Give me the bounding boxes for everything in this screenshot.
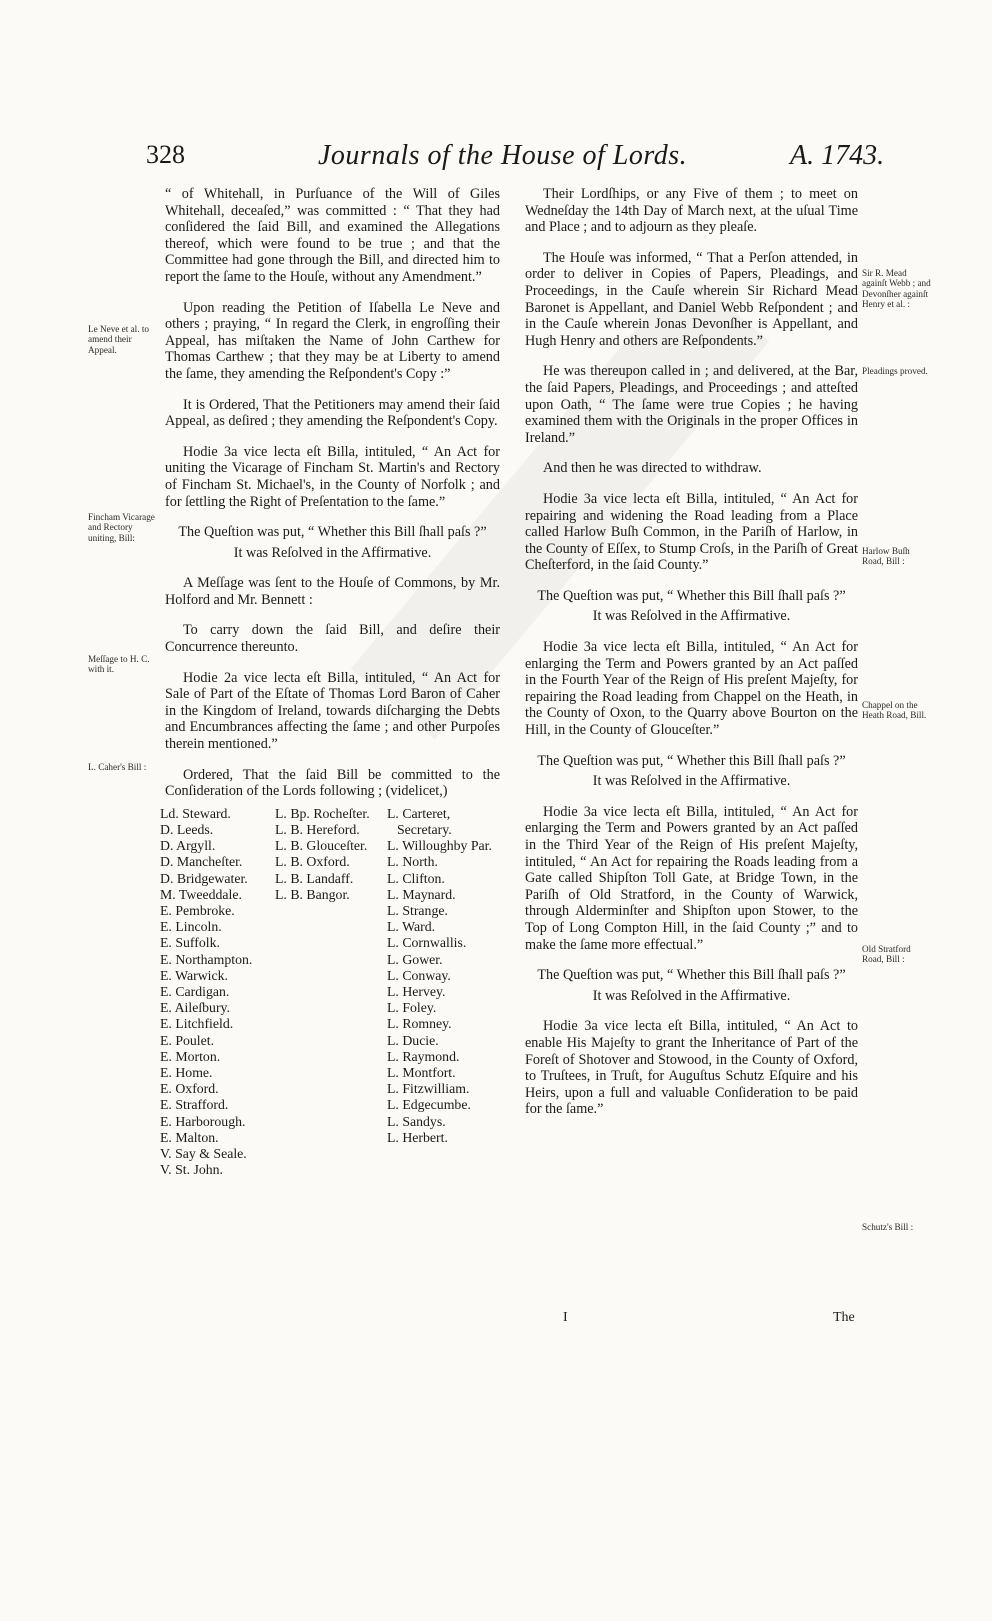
lord-name: E. Morton. — [160, 1048, 221, 1064]
lord-name: L. Bp. Rocheſter. — [275, 805, 370, 821]
lord-name: V. Say & Seale. — [160, 1146, 247, 1162]
lord-name: M. Tweeddale. — [160, 886, 242, 902]
paragraph: It was Reſolved in the Affirmative. — [592, 608, 791, 625]
lord-name: L. North. — [387, 854, 438, 870]
lord-name: L. Romney. — [387, 1016, 452, 1032]
lord-name: L. Maynard. — [387, 886, 456, 902]
left-column — [160, 186, 500, 1178]
signature-mark: I — [563, 1310, 568, 1325]
paragraph: Hodie 2a vice lecta eſt Billa, intituled, “ An Act for Sale of Part of the Eſtate of Thomas Lord Baron of Caher in the Kingdom of Ireland, towards diſcharging the Debts and Encumbrances affecting the ſame ; and other Purpoſes therein mentioned.” — [165, 669, 500, 753]
lord-name: L. Ward. — [387, 919, 436, 935]
lord-name: L. Cornwallis. — [387, 935, 467, 951]
paragraph: Hodie 3a vice lecta eſt Billa, intituled, “ An Act for repairing and widening the Road leading from a Place called Harlow Buſh Common, in the Pariſh of Harlow, in the County of Eſſex, to Stump Croſs, in the Pariſh of Great Cheſterford, in the ſaid County.” — [525, 490, 858, 574]
lord-name: L. B. Hereford. — [275, 822, 360, 838]
paragraph: The Queſtion was put, “ Whether this Bill ſhall paſs ?” — [178, 524, 487, 541]
paragraph: A Meſſage was ſent to the Houſe of Commons, by Mr. Holford and Mr. Bennett : — [165, 575, 500, 608]
lord-name: L. B. Landaff. — [275, 870, 354, 886]
lord-name: L. B. Oxford. — [275, 854, 350, 870]
margin-note-caher: L. Caher's Bill : — [88, 762, 147, 772]
lord-name: L. Sandys. — [387, 1113, 446, 1129]
lord-name: E. Oxford. — [160, 1081, 219, 1097]
paragraph: It was Reſolved in the Affirmative. — [592, 987, 791, 1004]
lord-name: V. St. John. — [160, 1162, 224, 1178]
margin-note-schutz: Schutz's Bill : — [862, 1222, 914, 1232]
lords-list — [160, 805, 500, 1178]
lord-name: E. Lincoln. — [160, 919, 222, 935]
paragraph: To carry down the ſaid Bill, and deſire their Concurrence thereunto. — [165, 622, 500, 656]
lord-name: E. Home. — [160, 1065, 213, 1081]
lord-name: Ld. Steward. — [160, 805, 231, 821]
lord-name: D. Mancheſter. — [160, 854, 243, 870]
year: A. 1743. — [790, 140, 885, 171]
lord-name: D. Leeds. — [160, 822, 214, 838]
lord-name: D. Bridgewater. — [160, 870, 248, 886]
lord-name: E. Cardigan. — [160, 984, 230, 1000]
lord-name: L. B. Bangor. — [275, 886, 350, 902]
lord-name: L. Carteret, — [387, 805, 451, 821]
lords-column-2 — [275, 806, 370, 903]
margin-note-le-neve: Le Neve et al. to amend their Appeal. — [88, 324, 149, 355]
lord-name: L. Fitzwilliam. — [387, 1081, 470, 1097]
paragraph: Hodie 3a vice lecta eſt Billa, intituled, “ An Act for enlarging the Term and Powers granted by an Act paſſed in the Third Year of the Reign of His preſent Majeſty, intituled, “ An Act for repairing the Roads leading from a Gate called Shipſton Toll Gate, at Bridge Town, in the Pariſh of Old Stratford, in the County of Warwick, through Alderminſter and Shipſton upon Stower, to the Top of Long Compton Hill, in the ſaid County ;” and to make the ſame more effectual.” — [525, 803, 858, 953]
lord-name: E. Aileſbury. — [160, 1000, 230, 1016]
lord-name: E. Strafford. — [160, 1097, 229, 1113]
margin-note-harlow: Harlow Buſh Road, Bill : — [862, 546, 910, 567]
lord-name: L. Conway. — [387, 967, 451, 983]
paragraph: And then he was directed to withdraw. — [543, 460, 762, 477]
lord-name: E. Malton. — [160, 1129, 219, 1145]
lord-name: L. Strange. — [387, 903, 448, 919]
paragraph: The Queſtion was put, “ Whether this Bill ſhall paſs ?” — [537, 587, 846, 604]
lord-name: E. Pembroke. — [160, 903, 235, 919]
paragraph: It was Reſolved in the Affirmative. — [592, 773, 791, 790]
lord-name: D. Argyll. — [160, 838, 216, 854]
lords-column-3 — [387, 806, 492, 1146]
lord-name: L. Edgecumbe. — [387, 1097, 471, 1113]
lord-name: L. Ducie. — [387, 1032, 439, 1048]
margin-note-message: Meſſage to H. C. with it. — [88, 654, 150, 675]
paragraph: Hodie 3a vice lecta eſt Billa, intituled, “ An Act to enable His Majeſty to grant the Inheritance of Part of the Foreſt of Shotover and Stowood, in the County of Oxford, to Truſtees, in Truſt, for Auguſtus Schutz Eſquire and his Heirs, upon a full and valuable Conſideration to be paid for the ſame.” — [525, 1018, 858, 1118]
paragraph: He was thereupon called in ; and delivered, at the Bar, the ſaid Papers, Pleadings, and Proceedings ; and atteſted upon Oath, “ The ſame were true Copies ; he having examined them with the Originals in the proper Offices in Ireland.” — [525, 363, 858, 446]
catchword: The — [833, 1310, 855, 1325]
paragraph: It is Ordered, That the Petitioners may amend their ſaid Appeal, as deſired ; they amending the Reſpondent's Copy. — [165, 396, 500, 430]
lord-name: L. Herbert. — [387, 1129, 448, 1145]
lord-name: L. Clifton. — [387, 870, 445, 886]
running-title: Journals of the House of Lords. — [318, 140, 688, 171]
paragraph: The Queſtion was put, “ Whether this Bill ſhall paſs ?” — [537, 967, 846, 984]
page-number: 328 — [146, 140, 185, 169]
lord-name: E. Poulet. — [160, 1032, 215, 1048]
margin-note-mead: Sir R. Mead againſt Webb ; and Devonſher againſt Henry et al. : — [862, 268, 931, 310]
margin-note-stratford: Old Stratford Road, Bill : — [862, 944, 911, 965]
paragraph: “ of Whitehall, in Purſuance of the Will of Giles Whitehall, deceaſed,” was committed : “ That they had conſidered the ſaid Bill, and examined the Allegations thereof, which were found to be true ; and that the Committee had gone through the Bill, and directed him to report the ſame to the Houſe, without any Amendment.” — [165, 186, 500, 285]
lord-name: Secretary. — [397, 822, 452, 838]
lord-name: E. Warwick. — [160, 967, 228, 983]
lord-name: E. Litchfield. — [160, 1016, 234, 1032]
lords-column-1 — [160, 806, 252, 1179]
paragraph: Upon reading the Petition of Iſabella Le Neve and others ; praying, “ In regard the Clerk, in engroſſing their Appeal, has miſtaken the Name of John Carthew for Thomas Carthew ; that they may be at Liberty to amend the ſame, they amending the Reſpondent's Copy :” — [165, 299, 500, 382]
lord-name: L. B. Glouceſter. — [275, 838, 368, 854]
paragraph: Hodie 3a vice lecta eſt Billa, intituled, “ An Act for enlarging the Term and Powers granted by an Act paſſed in the Fourth Year of the Reign of His preſent Majeſty, for repairing the Road leading from Chappel on the Heath, in the County of Oxon, to the Quarry above Bourton on the Hill, in the County of Glouceſter.” — [525, 639, 858, 739]
paragraph: The Queſtion was put, “ Whether this Bill ſhall paſs ?” — [537, 752, 846, 769]
paragraph: Hodie 3a vice lecta eſt Billa, intituled, “ An Act for uniting the Vicarage of Fincham St. Martin's and Rectory of Fincham St. Michael's, in the County of Norfolk ; and for ſettling the Right of Preſentation to the ſame.” — [165, 443, 500, 510]
lord-name: L. Raymond. — [387, 1048, 460, 1064]
lord-name: L. Montfort. — [387, 1065, 456, 1081]
margin-note-chappel: Chappel on the Heath Road, Bill. — [862, 700, 927, 721]
paragraph: The Houſe was informed, “ That a Perſon attended, in order to deliver in Copies of Papers, Pleadings, and Proceedings, in the Cauſe wherein Sir Richard Mead Baronet is Appellant, and Daniel Webb Reſpondent ; and in the Cauſe wherein Jonas Devonſher is Appellant, and Hugh Henry and others are Reſpondents.” — [525, 249, 858, 349]
lord-name: L. Hervey. — [387, 984, 446, 1000]
lord-name: E. Harborough. — [160, 1113, 246, 1129]
paragraph: It was Reſolved in the Affirmative. — [233, 544, 432, 561]
right-column — [525, 186, 858, 1132]
margin-note-pleadings: Pleadings proved. — [862, 366, 928, 376]
margin-note-fincham: Fincham Vicarage and Rectory uniting, Bill: — [88, 512, 155, 543]
lord-name: E. Suffolk. — [160, 935, 220, 951]
lord-name: L. Foley. — [387, 1000, 437, 1016]
lord-name: L. Willoughby Par. — [387, 838, 492, 854]
page-header — [0, 140, 992, 184]
paragraph: Their Lordſhips, or any Five of them ; to meet on Wedneſday the 14th Day of March next, at the uſual Time and Place ; and to adjourn as they pleaſe. — [525, 186, 858, 236]
paragraph: Ordered, That the ſaid Bill be committed to the Conſideration of the Lords following ; (videlicet,) — [165, 766, 500, 800]
lord-name: L. Gower. — [387, 951, 443, 967]
lord-name: E. Northampton. — [160, 951, 253, 967]
